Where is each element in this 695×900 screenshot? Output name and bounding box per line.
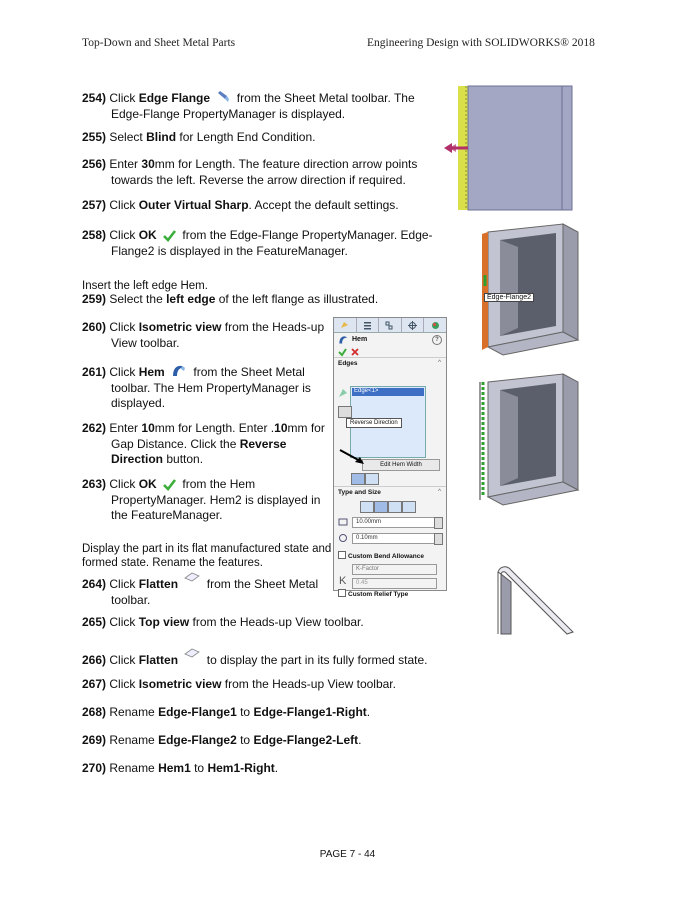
step-270: 270) Rename Hem1 to Hem1-Right. — [82, 761, 279, 775]
hem-icon — [338, 335, 349, 345]
step-269: 269) Rename Edge-Flange2 to Edge-Flange2-Left. — [82, 733, 362, 747]
edge-select-icon — [338, 388, 348, 398]
dimxpert-tab[interactable] — [402, 318, 425, 332]
gap-spinner[interactable] — [434, 533, 443, 545]
list-icon — [363, 321, 372, 330]
step-261: 261) Click Hem from the Sheet Metal toolbar. The Hem PropertyManager is displayed. — [82, 365, 311, 410]
step-260: 260) Click Isometric view from the Heads-up View toolbar. — [82, 320, 325, 350]
appearance-icon — [431, 321, 440, 330]
step-256: 256) Enter 30mm for Length. The feature direction arrow points towards the left. Reverse the arrow direction if required. — [82, 157, 418, 187]
ok-button[interactable] — [338, 348, 347, 356]
step-258: 258) Click OK from the Edge-Flange PropertyManager. Edge- Flange2 is displayed in the FeatureManager. — [82, 228, 433, 258]
kfactor-select[interactable]: K-Factor — [352, 564, 437, 575]
length-spinner[interactable] — [434, 517, 443, 529]
step-259: 259) Select the left edge of the left flange as illustrated. — [82, 292, 379, 306]
pm-ok-cancel — [334, 346, 446, 357]
custom-bend-allowance[interactable]: Custom Bend Allowance — [338, 551, 424, 560]
edge-flange2-callout: Edge-Flange2 — [484, 293, 534, 302]
edge-flange-icon — [216, 90, 230, 104]
checkbox[interactable] — [338, 589, 346, 597]
edges-section[interactable]: Edges ^ — [334, 357, 446, 371]
pm-tabs — [334, 318, 446, 333]
edge-item[interactable]: Edge<1> — [352, 388, 424, 396]
hem-open-button[interactable] — [374, 501, 388, 513]
step-267: 267) Click Isometric view from the Heads-up View toolbar. — [82, 677, 396, 691]
header-left: Top-Down and Sheet Metal Parts — [82, 37, 236, 49]
hem-rolled-button[interactable] — [402, 501, 416, 513]
note-hem-intro: Insert the left edge Hem. — [82, 280, 208, 292]
header-right: Engineering Design with SOLIDWORKS® 2018 — [367, 37, 595, 49]
k-icon: K — [339, 575, 347, 587]
configuration-icon — [385, 321, 394, 330]
hem-icon — [171, 364, 187, 378]
checkmark-icon — [163, 230, 176, 241]
note-flat-intro-2: formed state. Rename the features. — [82, 557, 263, 569]
flatten-icon — [184, 572, 200, 582]
step-257: 257) Click Outer Virtual Sharp. Accept the default settings. — [82, 198, 399, 212]
collapse-icon: ^ — [437, 359, 441, 366]
checkbox[interactable] — [338, 551, 346, 559]
pointer-arrow — [338, 448, 368, 468]
propertymanager-tab[interactable] — [357, 318, 380, 332]
cancel-button[interactable] — [351, 348, 359, 356]
hem-detail-figure — [495, 564, 575, 636]
box-figure-2 — [478, 372, 588, 507]
type-size-section[interactable]: Type and Size ^ — [334, 486, 446, 500]
checkmark-icon — [163, 479, 176, 490]
help-icon[interactable]: ? — [432, 335, 442, 345]
step-255: 255) Select Blind for Length End Condition. — [82, 130, 316, 144]
edit-hem-width-button[interactable]: Edit Hem Width — [362, 459, 440, 471]
pm-title: Hem ? — [334, 333, 446, 346]
step-254: 254) Click Edge Flange from the Sheet Metal toolbar. The Edge-Flange PropertyManager is displayed. — [82, 91, 415, 121]
custom-relief-type[interactable]: Custom Relief Type — [338, 589, 408, 598]
step-268: 268) Rename Edge-Flange1 to Edge-Flange1-Right. — [82, 705, 371, 719]
box-figure-1 — [478, 222, 588, 357]
hem-teardrop-button[interactable] — [388, 501, 402, 513]
gap-icon — [338, 533, 348, 543]
step-265: 265) Click Top view from the Heads-up View toolbar. — [82, 615, 364, 629]
reverse-direction-button-small[interactable] — [338, 406, 352, 418]
collapse-icon: ^ — [437, 488, 441, 495]
length-input[interactable]: 10.00mm — [352, 517, 437, 528]
material-outside-button[interactable] — [365, 473, 379, 485]
length-icon — [338, 517, 348, 527]
flatten-icon — [184, 648, 200, 658]
hem-closed-button[interactable] — [360, 501, 374, 513]
reverse-direction-tooltip: Reverse Direction — [346, 418, 402, 428]
note-flat-intro-1: Display the part in its flat manufactured state and — [82, 543, 332, 555]
part-icon — [340, 321, 349, 330]
page-number: PAGE 7 - 44 — [319, 849, 376, 860]
featuremanager-tab[interactable] — [334, 318, 357, 332]
configuration-tab[interactable] — [379, 318, 402, 332]
kfactor-input[interactable]: 0.45 — [352, 578, 437, 589]
step-263: 263) Click OK from the Hem PropertyManager. Hem2 is displayed in the FeatureManager. — [82, 477, 321, 522]
gap-distance-input[interactable]: 0.10mm — [352, 533, 437, 544]
edge-flange-figure — [430, 82, 580, 214]
display-tab[interactable] — [424, 318, 446, 332]
step-266: 266) Click Flatten to display the part in its fully formed state. — [82, 648, 428, 669]
step-262: 262) Enter 10mm for Length. Enter .10mm for Gap Distance. Click the Reverse Direction button. — [82, 421, 325, 466]
crosshair-icon — [408, 321, 417, 330]
material-inside-button[interactable] — [351, 473, 365, 485]
step-264: 264) Click Flatten from the Sheet Metal toolbar. — [82, 572, 318, 608]
